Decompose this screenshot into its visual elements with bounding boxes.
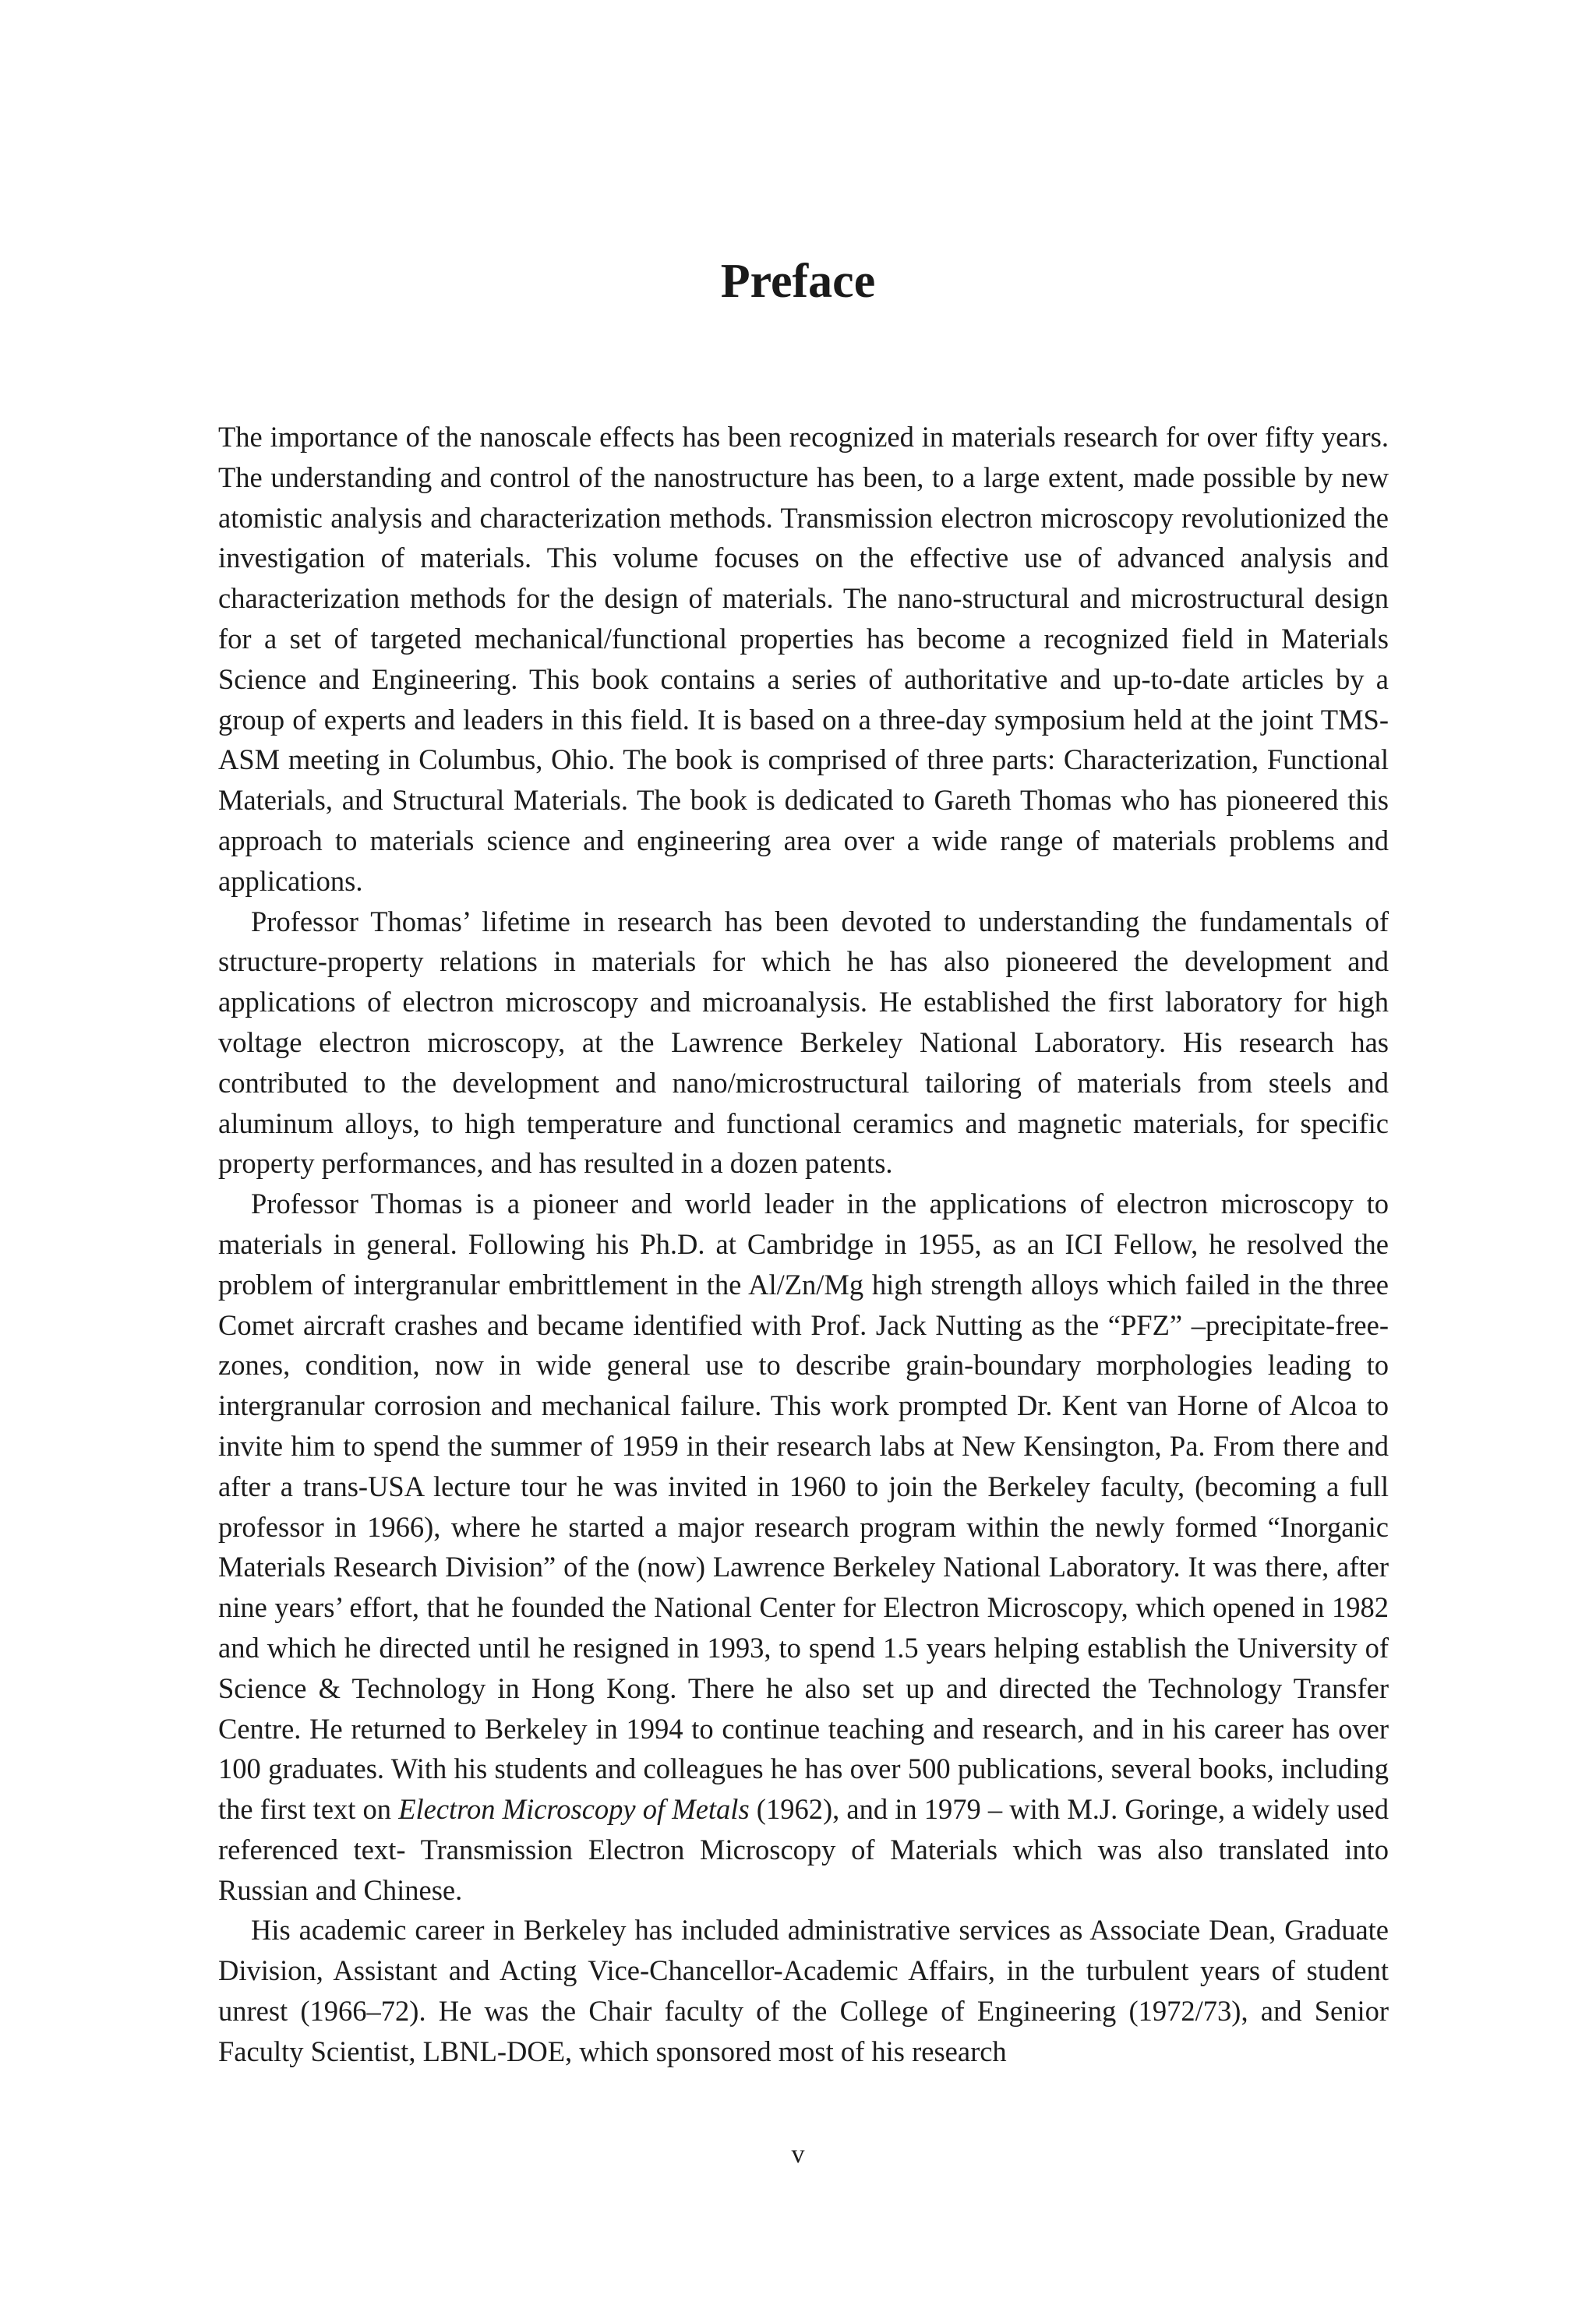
- paragraph-3-text-before: Professor Thomas is a pioneer and world leader in the applications of electron microscopy to materials in general. Following his Ph.D. at Cambridge in 1955, as an ICI Fellow, he resolved the problem of intergranular embrittlement in the Al/Zn/Mg high strength alloys which failed in the three Comet aircraft crashes and became identified with Prof. Jack Nutting as the “PFZ” –precipitate-free-zones, condition, now in wide general use to describe grain-boundary morphologies leading to intergranular corrosion and mechanical failure. This work prompted Dr. Kent van Horne of Alcoa to invite him to spend the summer of 1959 in their research labs at New Kensington, Pa. From there and after a trans-USA lecture tour he was invited in 1960 to join the Berkeley faculty, (becoming a full professor in 1966), where he started a major research program within the newly formed “Inorganic Materials Research Division” of the (now) Lawrence Berkeley National Laboratory. It was there, after nine years’ effort, that he founded the National Center for Electron Microscopy, which opened in 1982 and which he directed until he resigned in 1993, to spend 1.5 years helping establish the University of Science & Technology in Hong Kong. There he also set up and directed the Technology Transfer Centre. He returned to Berkeley in 1994 to continue teaching and research, and in his career has over 100 graduates. With his students and colleagues he has over 500 publications, several books, including the first text on: [218, 1188, 1389, 1826]
- paragraph-2: Professor Thomas’ lifetime in research has been devoted to understanding the fundamentals of structure-property relations in materials for which he has also pioneered the development and applications of electron microscopy and microanalysis. He established the first laboratory for high voltage electron microscopy, at the Lawrence Berkeley National Laboratory. His research has contributed to the development and nano/microstructural tailoring of materials from steels and aluminum alloys, to high temperature and functional ceramics and magnetic materials, for specific property performances, and has resulted in a dozen patents.: [218, 905, 1389, 1180]
- page-number: v: [791, 2140, 805, 2169]
- paragraph-3-text-after: (1962), and in 1979 – with M.J. Goringe, a widely used referenced text- Transmission Electron Microscopy of Materials which was also translated into Russian and Chinese.: [218, 1793, 1389, 1906]
- book-title-italic: Electron Microscopy of Metals: [398, 1793, 750, 1826]
- preface-body: [218, 417, 1389, 2072]
- paragraph-4: His academic career in Berkeley has included administrative services as Associate Dean, Graduate Division, Assistant and Acting Vice-Chancellor-Academic Affairs, in the turbulent years of student unrest (1966–72). He was the Chair faculty of the College of Engineering (1972/73), and Senior Faculty Scientist, LBNL-DOE, which sponsored most of his research: [218, 1914, 1389, 2067]
- page-title: Preface: [720, 255, 876, 308]
- paragraph-1: The importance of the nanoscale effects has been recognized in materials research for over fifty years. The understanding and control of the nanostructure has been, to a large extent, made possible by new atomistic analysis and characterization methods. Transmission electron microscopy revolutionized the investigation of materials. This volume focuses on the effective use of advanced analysis and characterization methods for the design of materials. The nano-structural and microstructural design for a set of targeted mechanical/functional properties has become a recognized field in Materials Science and Engineering. This book contains a series of authoritative and up-to-date articles by a group of experts and leaders in this field. It is based on a three-day symposium held at the joint TMS-ASM meeting in Columbus, Ohio. The book is comprised of three parts: Characterization, Functional Materials, and Structural Materials. The book is dedicated to Gareth Thomas who has pioneered this approach to materials science and engineering area over a wide range of materials problems and applications.: [218, 421, 1389, 897]
- paragraph-3: [218, 1184, 1389, 1910]
